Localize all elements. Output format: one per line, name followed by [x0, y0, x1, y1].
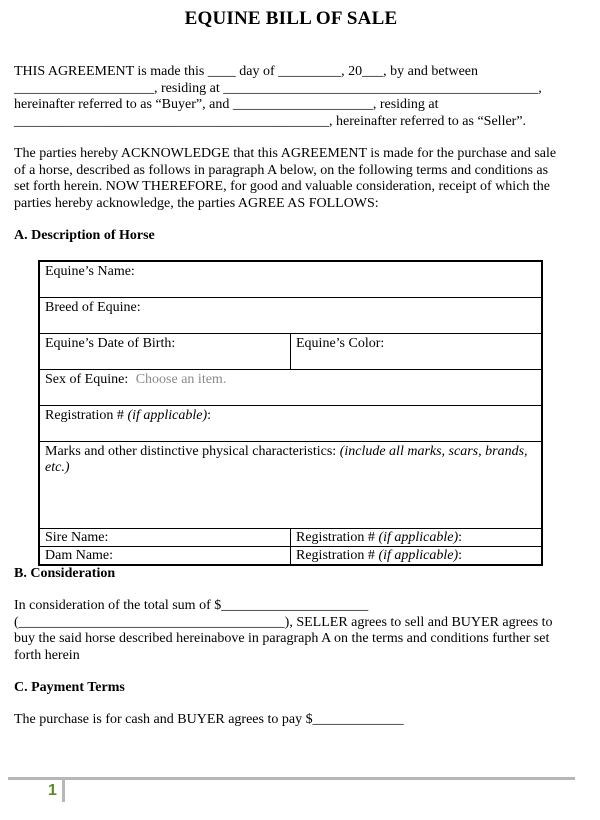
- marks-hint: (include all marks, scars, brands, etc.): [45, 444, 528, 475]
- acknowledge-line: set forth herein. NOW THEREFORE, for good and valuable consideration, receipt of which the: [14, 179, 551, 194]
- breed-field[interactable]: [39, 298, 542, 334]
- color-field[interactable]: [291, 334, 543, 370]
- equine-name-field[interactable]: [39, 261, 542, 298]
- agreement-line: hereinafter referred to as “Buyer”, and ____________________, residing at: [14, 97, 439, 112]
- agreement-line: _____________________________________________, hereinafter referred to as “Seller”.: [14, 113, 527, 129]
- footer-divider: [8, 777, 575, 780]
- consideration-line: In consideration of the total sum of $_____________________: [14, 598, 369, 613]
- sire-name-field[interactable]: [39, 529, 291, 547]
- acknowledge-line: parties hereby acknowledge, the parties AGREE AS FOLLOWS:: [14, 195, 379, 211]
- dam-name-field[interactable]: [39, 547, 291, 566]
- if-applicable-note: (if applicable): [378, 548, 459, 563]
- dam-name-label: Dam Name:: [45, 548, 114, 563]
- registration-label: Registration #: [296, 548, 375, 563]
- payment-paragraph: [14, 712, 574, 729]
- color-label: Equine’s Color:: [296, 336, 385, 351]
- consideration-line: buy the said horse described hereinabove in paragraph A on the terms and conditions further set: [14, 631, 550, 646]
- section-b-heading: B. Consideration: [14, 566, 116, 581]
- consideration-line: (______________________________________), SELLER agrees to sell and BUYER agrees to: [14, 614, 553, 630]
- colon: :: [458, 530, 463, 545]
- sex-dropdown[interactable]: Choose an item.: [135, 372, 227, 387]
- registration-label: Registration #: [45, 408, 124, 423]
- breed-label: Breed of Equine:: [45, 300, 141, 315]
- consideration-line: forth herein: [14, 647, 80, 663]
- sex-field: [39, 370, 542, 406]
- sire-registration-field[interactable]: [291, 529, 543, 547]
- if-applicable-note: (if applicable): [127, 408, 208, 423]
- acknowledge-paragraph: [14, 146, 574, 212]
- agreement-paragraph: [14, 64, 574, 130]
- section-a-heading: A. Description of Horse: [14, 228, 155, 243]
- date-of-birth-label: Equine’s Date of Birth:: [45, 336, 176, 351]
- if-applicable-note: (if applicable): [378, 530, 459, 545]
- payment-line: The purchase is for cash and BUYER agrees to pay $_____________: [14, 712, 404, 727]
- marks-field[interactable]: [39, 442, 542, 529]
- page-number: 1: [48, 782, 57, 799]
- agreement-line: THIS AGREEMENT is made this ____ day of _________, 20___, by and between: [14, 64, 479, 79]
- equine-name-label: Equine’s Name:: [45, 264, 135, 279]
- colon: :: [207, 408, 212, 423]
- dam-registration-field[interactable]: [291, 547, 543, 566]
- marks-label: Marks and other distinctive physical characteristics:: [45, 444, 337, 459]
- section-c-heading: C. Payment Terms: [14, 680, 125, 695]
- document-title: EQUINE BILL OF SALE: [184, 8, 398, 29]
- date-of-birth-field[interactable]: [39, 334, 291, 370]
- registration-field[interactable]: [39, 406, 542, 442]
- acknowledge-line: of a horse, described as follows in paragraph A below, on the following terms and conditions as: [14, 162, 549, 178]
- acknowledge-line: The parties hereby ACKNOWLEDGE that this AGREEMENT is made for the purchase and sale: [14, 146, 557, 161]
- horse-description-table: [38, 260, 543, 566]
- consideration-paragraph: [14, 598, 574, 664]
- sex-label: Sex of Equine:: [45, 372, 129, 387]
- sire-name-label: Sire Name:: [45, 530, 109, 545]
- colon: :: [458, 548, 463, 563]
- agreement-line: ____________________, residing at _____________________________________________,: [14, 80, 542, 96]
- registration-label: Registration #: [296, 530, 375, 545]
